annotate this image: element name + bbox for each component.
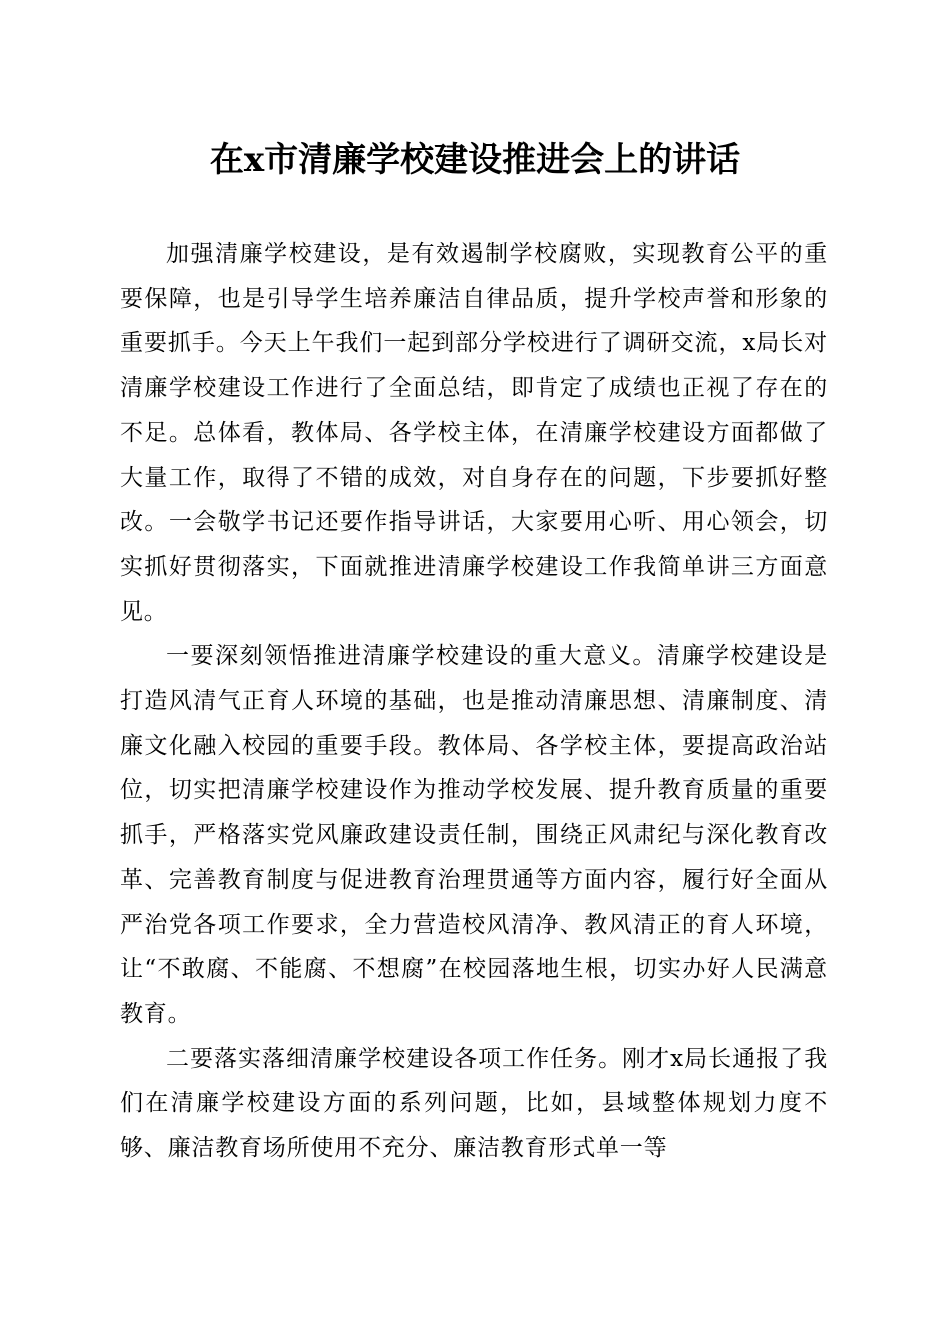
document-title: 在x市清廉学校建设推进会上的讲话 <box>209 140 741 180</box>
document-body <box>120 232 828 1171</box>
paragraph-intro: 加强清廉学校建设，是有效遏制学校腐败，实现教育公平的重要保障，也是引导学生培养廉洁自律品质，提升学校声誉和形象的重要抓手。今天上午我们一起到部分学校进行了调研交流，x局长对清廉学校建设工作进行了全面总结，即肯定了成绩也正视了存在的不足。总体看，教体局、各学校主体，在清廉学校建设方面都做了大量工作，取得了不错的成效，对自身存在的问题，下步要抓好整改。一会敬学书记还要作指导讲话，大家要用心听、用心领会，切实抓好贯彻落实，下面就推进清廉学校建设工作我简单讲三方面意见。 <box>120 241 828 625</box>
paragraph-point-two: 二要落实落细清廉学校建设各项工作任务。刚才x局长通报了我们在清廉学校建设方面的系列问题，比如，县域整体规划力度不够、廉洁教育场所使用不充分、廉洁教育形式单一等 <box>120 1045 828 1162</box>
paragraph-point-one: 一要深刻领悟推进清廉学校建设的重大意义。清廉学校建设是打造风清气正育人环境的基础，也是推动清廉思想、清廉制度、清廉文化融入校园的重要手段。教体局、各学校主体，要提高政治站位，切实把清廉学校建设作为推动学校发展、提升教育质量的重要抓手，严格落实党风廉政建设责任制，围绕正风肃纪与深化教育改革、完善教育制度与促进教育治理贯通等方面内容，履行好全面从严治党各项工作要求，全力营造校风清净、教风清正的育人环境，让“不敢腐、不能腐、不想腐”在校园落地生根，切实办好人民满意教育。 <box>120 643 828 1027</box>
